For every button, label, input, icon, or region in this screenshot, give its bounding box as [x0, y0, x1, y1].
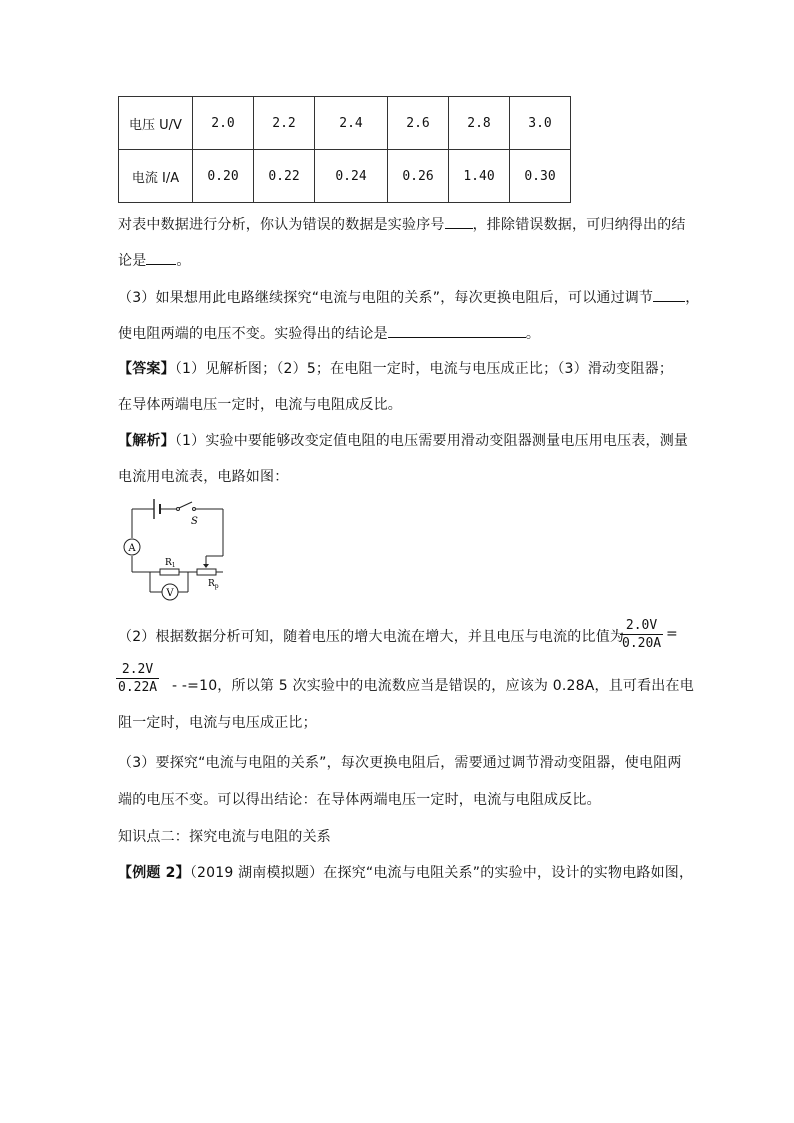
ammeter-label: A [128, 543, 136, 554]
answer-blank [388, 323, 526, 338]
table-row [119, 150, 571, 203]
fraction-numerator: 2.0V [625, 618, 658, 633]
question-text [118, 250, 191, 270]
table-cell: 2.2 [254, 97, 315, 150]
analysis-line [172, 675, 694, 695]
table-cell: 0.26 [388, 150, 449, 203]
equals-sign: = [666, 626, 678, 642]
text-span: （3）要探究“电流与电阻的关系”，每次更换电阻后，需要通过调节滑动变阻器，使电阻两 [118, 755, 682, 771]
table-cell: 3.0 [510, 97, 571, 150]
text-span: （1）实验中要能够改变定值电阻的电压需要用滑动变阻器测量电压用电压表，测量 [174, 433, 689, 449]
text-span: 电流用电流表，电路如图： [118, 469, 289, 485]
answer-line [118, 394, 402, 414]
table-row-label: 电流 I/A [119, 150, 193, 203]
text-span: 。 [525, 326, 541, 342]
fraction-denominator: 0.22A [118, 680, 158, 695]
voltmeter-label: V [166, 588, 174, 599]
text-span: 使电阻两端的电压不变。实验得出的结论是 [118, 326, 388, 342]
text-span: 在导体两端电压一定时，电流与电阻成反比。 [118, 397, 402, 413]
text-span: （2019 湖南模拟题）在探究“电流与电阻关系”的实验中，设计的实物电路如图， [189, 865, 694, 881]
switch-label: S [191, 516, 198, 527]
text-span: 知识点二：探究电流与电阻的关系 [118, 829, 331, 845]
rp-label: $R_p$ [208, 579, 219, 590]
fraction-bar [116, 678, 159, 679]
data-table [118, 96, 571, 203]
example-line [118, 862, 693, 882]
table-row-label: 电压 U/V [119, 97, 193, 150]
analysis-line [118, 430, 688, 450]
answer-blank [653, 287, 685, 302]
text-span: （3）如果想用此电路继续探究“电流与电阻的关系”，每次更换电阻后，可以通过调节 [118, 290, 654, 306]
answer-line [118, 358, 673, 378]
question-text [118, 323, 540, 343]
section-heading [118, 826, 331, 846]
circuit-diagram [120, 493, 240, 605]
text-span: 。 [176, 253, 191, 269]
table-cell: 0.24 [315, 150, 388, 203]
table-row [119, 97, 571, 150]
table-cell: 2.6 [388, 97, 449, 150]
text-span: 端的电压不变。可以得出结论：在导体两端电压一定时，电流与电阻成反比。 [118, 792, 601, 808]
fraction-bar [620, 634, 663, 635]
fraction [620, 618, 663, 651]
table-cell: 2.8 [449, 97, 510, 150]
question-text [118, 287, 699, 307]
answer-tag: 【答案】 [118, 361, 175, 377]
fraction [116, 662, 159, 695]
fraction-numerator: 2.2V [121, 662, 154, 677]
text-span: - -=10，所以第 5 次实验中的电流数应当是错误的，应该为 0.28A，且可看出在电 [172, 678, 694, 694]
answer-blank [146, 250, 176, 265]
analysis-line [118, 466, 288, 486]
slider-arrow-icon [203, 564, 209, 568]
table-cell: 0.22 [254, 150, 315, 203]
table-cell: 2.4 [315, 97, 388, 150]
table-cell: 2.0 [193, 97, 254, 150]
analysis-line [118, 626, 624, 646]
text-span: ，排除错误数据，可归纳得出的结 [472, 217, 686, 233]
analysis-line [118, 752, 682, 772]
analysis-line [118, 789, 601, 809]
table-cell: 0.30 [510, 150, 571, 203]
question-text [118, 214, 686, 234]
text-span: 对表中数据进行分析，你认为错误的数据是实验序号 [118, 217, 445, 233]
r1-label: $R_1$ [165, 558, 176, 569]
analysis-tag: 【解析】 [118, 433, 175, 449]
text-span: （1）见解析图；（2）5；在电阻一定时，电流与电压成正比；（3）滑动变阻器； [174, 361, 674, 377]
example-tag: 【例题 2】 [118, 865, 190, 881]
answer-blank [445, 214, 473, 229]
text-span: ， [685, 290, 700, 306]
text-span: 论是 [118, 253, 147, 269]
table-cell: 0.20 [193, 150, 254, 203]
table-cell: 1.40 [449, 150, 510, 203]
text-span: 阻一定时，电流与电压成正比； [118, 715, 317, 731]
text-span: （2）根据数据分析可知，随着电压的增大电流在增大，并且电压与电流的比值为 [118, 629, 625, 645]
analysis-line [118, 712, 317, 732]
fraction-denominator: 0.20A [622, 636, 662, 651]
